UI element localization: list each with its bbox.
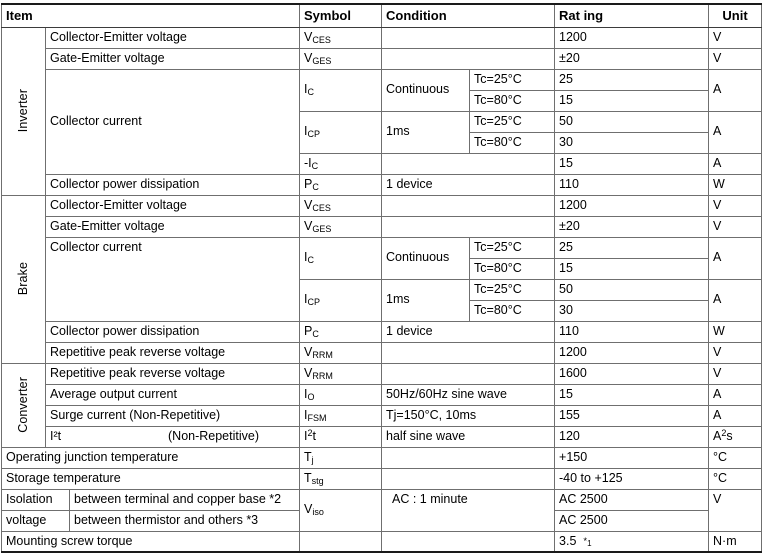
item-i2t — [46, 426, 300, 447]
rating-brake-icp-tc25: 50 — [555, 279, 709, 300]
item-mounting-screw-torque: Mounting screw torque — [2, 531, 300, 552]
row-mounting-screw-torque — [2, 531, 762, 552]
item-gate-emitter-voltage: Gate-Emitter voltage — [46, 48, 300, 69]
symbol-i2t: $I^2t$ — [300, 426, 382, 447]
unit-inverter-ic: A — [709, 69, 762, 111]
rating-converter-io: 15 — [555, 384, 709, 405]
row-converter-ifsm — [2, 405, 762, 426]
datasheet-absolute-maximum-ratings-table — [0, 3, 762, 548]
unit-viso: V — [709, 489, 762, 531]
group-label-brake-text: Brake — [15, 262, 30, 296]
item-collector-emitter-voltage: Collector-Emitter voltage — [46, 195, 300, 216]
rating-brake-vces: 1200 — [555, 195, 709, 216]
unit-tstg: °C — [709, 468, 762, 489]
row-inverter-vces — [2, 27, 762, 48]
row-inverter-pc — [2, 174, 762, 195]
condition-1-device: 1 device — [382, 321, 555, 342]
row-operating-junction-temperature — [2, 447, 762, 468]
symbol-icp: $I_{CP}$ — [300, 111, 382, 153]
condition-empty — [382, 447, 555, 468]
rating-tstg: -40 to +125 — [555, 468, 709, 489]
row-converter-io — [2, 384, 762, 405]
item-collector-current: Collector current — [46, 237, 300, 321]
symbol-ic: $I_C$ — [300, 69, 382, 111]
rating-inverter-pc: 110 — [555, 174, 709, 195]
item-collector-power-dissipation: Collector power dissipation — [46, 174, 300, 195]
row-brake-vges — [2, 216, 762, 237]
group-label-inverter-text: Inverter — [15, 89, 30, 133]
condition-1ms: 1ms — [382, 111, 470, 153]
condition-empty — [382, 468, 555, 489]
symbol-vces: $V_{CES}$ — [300, 195, 382, 216]
condition-continuous: Continuous — [382, 237, 470, 279]
rating-brake-ic-tc80: 15 — [555, 258, 709, 279]
condition-tc25: Tc=25°C — [470, 237, 555, 258]
unit-inverter-vges: V — [709, 48, 762, 69]
header-rating: Rat ing — [555, 4, 709, 27]
condition-sine-wave: 50Hz/60Hz sine wave — [382, 384, 555, 405]
header-item: Item — [2, 4, 300, 27]
rating-brake-ic-tc25: 25 — [555, 237, 709, 258]
unit-tj: °C — [709, 447, 762, 468]
rating-torque-footnote: $*_1$ — [583, 535, 592, 548]
header-unit: Unit — [709, 4, 762, 27]
rating-brake-icp-tc80: 30 — [555, 300, 709, 321]
item-repetitive-peak-reverse-voltage: Repetitive peak reverse voltage — [46, 342, 300, 363]
unit-inverter-vces: V — [709, 27, 762, 48]
unit-brake-vces: V — [709, 195, 762, 216]
unit-torque: N·m — [709, 531, 762, 552]
symbol-viso: $V_{iso}$ — [300, 489, 382, 531]
symbol-vces: $V_{CES}$ — [300, 27, 382, 48]
rating-inverter-vces: 1200 — [555, 27, 709, 48]
unit-inverter-icp: A — [709, 111, 762, 153]
table-header-row — [2, 4, 762, 27]
symbol-minus-ic: $-I_C$ — [300, 153, 382, 174]
rating-viso-1: AC 2500 — [555, 489, 709, 510]
row-storage-temperature — [2, 468, 762, 489]
condition-empty — [382, 342, 555, 363]
symbol-vges: $V_{GES}$ — [300, 48, 382, 69]
rating-inverter-icp-tc25: 50 — [555, 111, 709, 132]
condition-1-device: 1 device — [382, 174, 555, 195]
group-label-inverter — [2, 27, 46, 195]
item-storage-temperature: Storage temperature — [2, 468, 300, 489]
rating-torque-value: 3.5 — [559, 533, 577, 548]
condition-continuous: Continuous — [382, 69, 470, 111]
group-label-converter — [2, 363, 46, 447]
row-brake-vces — [2, 195, 762, 216]
symbol-ifsm: $I_{FSM}$ — [300, 405, 382, 426]
condition-empty — [382, 48, 555, 69]
condition-tc80: Tc=80°C — [470, 300, 555, 321]
header-symbol: Symbol — [300, 4, 382, 27]
unit-converter-io: A — [709, 384, 762, 405]
item-repetitive-peak-reverse-voltage: Repetitive peak reverse voltage — [46, 363, 300, 384]
symbol-vges: $V_{GES}$ — [300, 216, 382, 237]
unit-converter-ifsm: A — [709, 405, 762, 426]
condition-tc80: Tc=80°C — [470, 90, 555, 111]
item-surge-current: Surge current (Non-Repetitive) — [46, 405, 300, 426]
condition-tc80: Tc=80°C — [470, 132, 555, 153]
rating-torque — [555, 531, 709, 552]
condition-tc25: Tc=25°C — [470, 279, 555, 300]
rating-brake-vges: ±20 — [555, 216, 709, 237]
symbol-pc: $P_C$ — [300, 321, 382, 342]
group-label-converter-text: Converter — [15, 377, 30, 433]
row-brake-pc — [2, 321, 762, 342]
condition-ac-1-minute: AC : 1 minute — [382, 489, 555, 531]
condition-empty — [382, 27, 555, 48]
rating-inverter-vges: ±20 — [555, 48, 709, 69]
row-inverter-ic-tc25 — [2, 69, 762, 90]
item-collector-power-dissipation: Collector power dissipation — [46, 321, 300, 342]
condition-tc80: Tc=80°C — [470, 258, 555, 279]
item-collector-current: Collector current — [46, 69, 300, 174]
rating-brake-pc: 110 — [555, 321, 709, 342]
condition-empty — [382, 195, 555, 216]
rating-converter-ifsm: 155 — [555, 405, 709, 426]
symbol-icp: $I_{CP}$ — [300, 279, 382, 321]
symbol-tstg: $T_{stg}$ — [300, 468, 382, 489]
item-i2t-symbol-text: I²t — [50, 428, 62, 443]
unit-brake-ic: A — [709, 237, 762, 279]
item-isolation: Isolation — [2, 489, 70, 510]
item-operating-junction-temperature: Operating junction temperature — [2, 447, 300, 468]
item-i2t-nonrepetitive-text: (Non-Repetitive) — [168, 428, 260, 443]
item-average-output-current: Average output current — [46, 384, 300, 405]
row-inverter-vges — [2, 48, 762, 69]
symbol-pc: $P_C$ — [300, 174, 382, 195]
unit-inverter-pc: W — [709, 174, 762, 195]
rating-inverter-ic-tc80: 15 — [555, 90, 709, 111]
rating-converter-i2t: 120 — [555, 426, 709, 447]
symbol-vrrm: $V_{RRM}$ — [300, 363, 382, 384]
row-brake-vrrm — [2, 342, 762, 363]
condition-tc25: Tc=25°C — [470, 69, 555, 90]
header-condition: Condition — [382, 4, 555, 27]
condition-tc25: Tc=25°C — [470, 111, 555, 132]
condition-empty — [382, 531, 555, 552]
row-converter-vrrm — [2, 363, 762, 384]
condition-empty — [382, 363, 555, 384]
symbol-io: $I_O$ — [300, 384, 382, 405]
item-collector-emitter-voltage: Collector-Emitter voltage — [46, 27, 300, 48]
group-label-brake — [2, 195, 46, 363]
rating-inverter-ic-tc25: 25 — [555, 69, 709, 90]
condition-tj150-10ms: Tj=150°C, 10ms — [382, 405, 555, 426]
rating-viso-2: AC 2500 — [555, 510, 709, 531]
item-gate-emitter-voltage: Gate-Emitter voltage — [46, 216, 300, 237]
rating-inverter-icp-tc80: 30 — [555, 132, 709, 153]
symbol-tj: $T_j$ — [300, 447, 382, 468]
row-isolation-voltage-terminal — [2, 489, 762, 510]
unit-converter-i2t: $A^2s$ — [709, 426, 762, 447]
symbol-torque-empty — [300, 531, 382, 552]
unit-brake-vrrm: V — [709, 342, 762, 363]
symbol-vrrm: $V_{RRM}$ — [300, 342, 382, 363]
spec-table — [1, 3, 762, 553]
item-voltage: voltage — [2, 510, 70, 531]
row-brake-ic-tc25 — [2, 237, 762, 258]
unit-brake-vges: V — [709, 216, 762, 237]
unit-converter-vrrm: V — [709, 363, 762, 384]
condition-half-sine-wave: half sine wave — [382, 426, 555, 447]
condition-1ms: 1ms — [382, 279, 470, 321]
item-iso-terminal-copper: between terminal and copper base *2 — [70, 489, 300, 510]
unit-inverter-minus-ic: A — [709, 153, 762, 174]
rating-brake-vrrm: 1200 — [555, 342, 709, 363]
condition-empty — [382, 153, 555, 174]
row-converter-i2t — [2, 426, 762, 447]
rating-inverter-minus-ic: 15 — [555, 153, 709, 174]
rating-converter-vrrm: 1600 — [555, 363, 709, 384]
condition-empty — [382, 216, 555, 237]
unit-brake-icp: A — [709, 279, 762, 321]
symbol-ic: $I_C$ — [300, 237, 382, 279]
item-iso-thermistor-others: between thermistor and others *3 — [70, 510, 300, 531]
rating-tj: +150 — [555, 447, 709, 468]
unit-brake-pc: W — [709, 321, 762, 342]
